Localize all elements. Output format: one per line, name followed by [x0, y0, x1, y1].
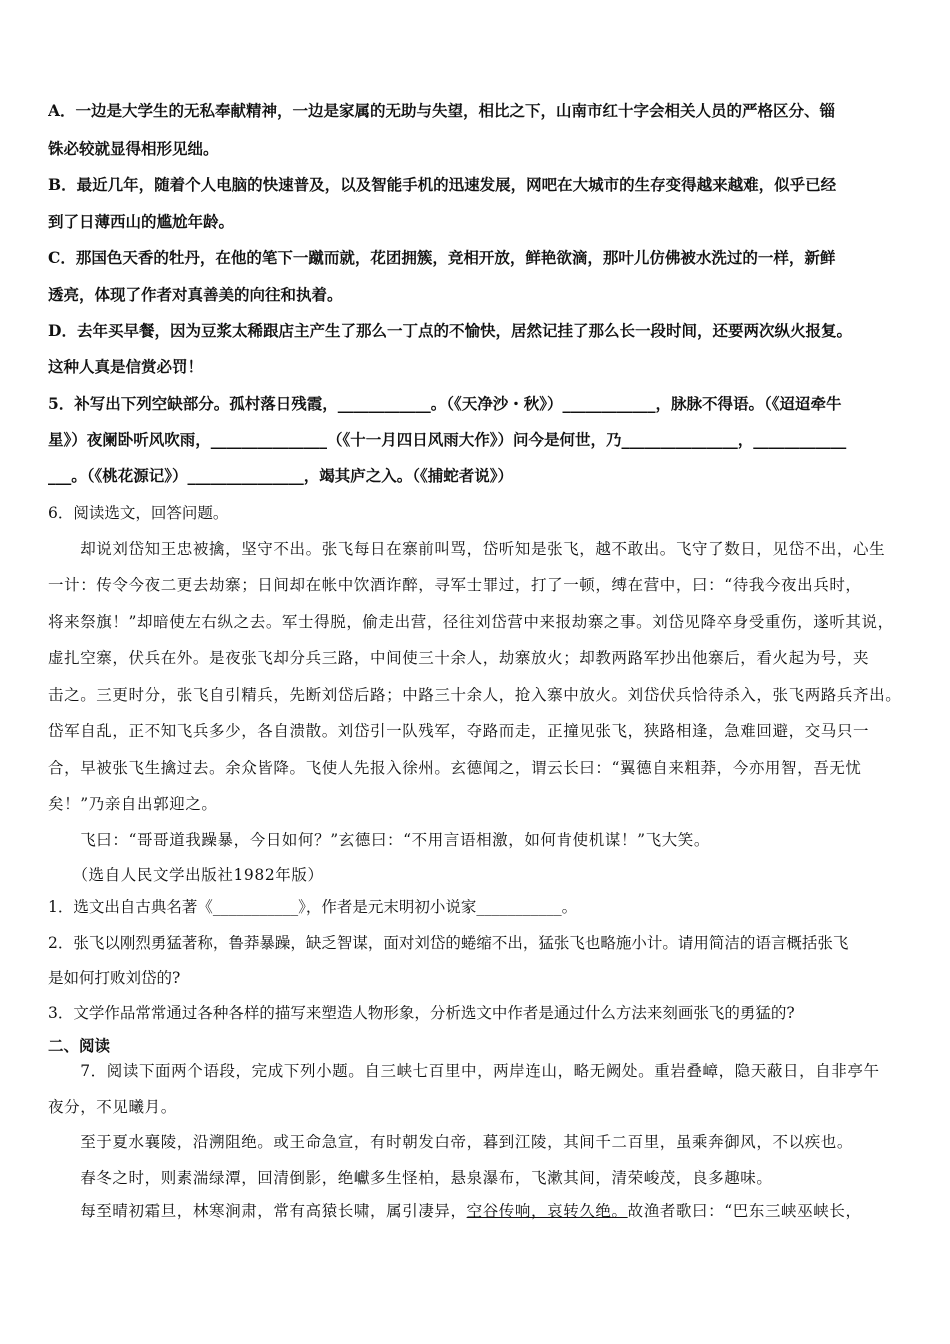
passage-line: 岱军自乱，正不知飞兵多少，各自溃散。刘岱引一队残军，夺路而走，正撞见张飞，狭路相逢，急难回避，交马只一 — [48, 722, 870, 740]
passage-line: 飞曰：“哥哥道我躁暴，今日如何？”玄德曰：“不用言语相激，如何肯使机谋！”飞大笑。 — [48, 831, 710, 849]
passage-line: 将来祭旗！”却暗使左右纵之去。军士得脱，偷走出营，径往刘岱营中来报劫寨之事。刘岱见降卒身受重伤，遂听其说， — [48, 613, 894, 631]
q7-line: 至于夏水襄陵，沿溯阻绝。或王命急宣，有时朝发白帝，暮到江陵，其间千二百里，虽乘奔御风，不以疾也。 — [48, 1133, 854, 1151]
q5-line1: 5．补写出下列空缺部分。孤村落日残霞，____________。（《天净沙・秋》）____________，脉脉不得语。（《迢迢牵牛 — [48, 394, 842, 413]
section-heading: 二、阅读 — [48, 1036, 111, 1055]
q7-line: 夜分，不见曦月。 — [48, 1098, 177, 1116]
q4-option-b-line2: 到了日薄西山的尴尬年龄。 — [48, 212, 235, 231]
q5-line3: ___。（《桃花源记》）_______________，竭其庐之入。（《捕蛇者说》） — [48, 466, 514, 485]
q4-option-c-line2: 透亮，体现了作者对真善美的向往和执着。 — [48, 285, 343, 304]
passage-line: 虚扎空寨，伏兵在外。是夜张飞却分兵三路，中间使三十余人，劫寨放火；却教两路军抄出他寨后，看火起为号，夹 — [48, 649, 870, 667]
q5-line2: 星》）夜阑卧听风吹雨，_______________（《十一月四日风雨大作》）问今是何世，乃_______________，____________ — [48, 430, 847, 449]
q4-option-d-line2: 这种人真是信赏必罚！ — [48, 357, 204, 376]
q4-option-a-line1: A．一边是大学生的无私奉献精神，一边是家属的无助与失望，相比之下，山南市红十字会相关人员的严格区分、锱 — [48, 101, 836, 120]
passage-line: 矣！”乃亲自出郭迎之。 — [48, 795, 218, 813]
q7-line: 春冬之时，则素湍绿潭，回清倒影，绝巘多生怪柏，悬泉瀑布，飞漱其间，清荣峻茂，良多趣味。 — [48, 1169, 773, 1187]
q6-item-2-line2: 是如何打败刘岱的? — [48, 969, 181, 987]
passage-line: 一计：传令今夜二更去劫寨；日间却在帐中饮酒诈醉，寻军士罪过，打了一顿，缚在营中，曰：“待我今夜出兵时， — [48, 576, 862, 594]
q6-item-2-line1: 2．张飞以刚烈勇猛著称，鲁莽暴躁，缺乏智谋，面对刘岱的蜷缩不出，猛张飞也略施小计。请用简洁的语言概括张飞 — [48, 934, 849, 952]
passage-line: 却说刘岱知王忠被擒，坚守不出。张飞每日在寨前叫骂，岱听知是张飞，越不敢出。飞守了数日，见岱不出，心生 — [48, 540, 886, 558]
q7-line-last — [48, 1200, 910, 1222]
q7-text: 故渔者歌曰：“巴东三峡巫峡长， — [627, 1202, 862, 1220]
q4-option-d-line1: D．去年买早餐，因为豆浆太稀跟店主产生了那么一丁点的不愉快，居然记挂了那么长一段时间，还要两次纵火报复。 — [48, 321, 852, 340]
q7-line: 7．阅读下面两个语段，完成下列小题。自三峡七百里中，两岸连山，略无阙处。重岩叠嶂，隐天蔽日，自非亭午 — [48, 1062, 880, 1080]
passage-line: 合，早被张飞生擒过去。余众皆降。飞使人先报入徐州。玄德闻之，谓云长曰：“翼德自来粗莽，今亦用智，吾无忧 — [48, 759, 862, 777]
q4-option-a-line2: 铢必较就显得相形见绌。 — [48, 139, 219, 158]
q6-title: 6．阅读选文，回答问题。 — [48, 504, 229, 522]
q7-text: 每至晴初霜旦，林寒涧肃，常有高猿长啸，属引凄异， — [48, 1202, 467, 1220]
q4-option-c-line1: C．那国色天香的牡丹，在他的笔下一蹴而就，花团拥簇，竞相开放，鲜艳欲滴，那叶儿仿佛被水洗过的一样，新鲜 — [48, 248, 836, 267]
q6-item-3: 3．文学作品常常通过各种各样的描写来塑造人物形象，分析选文中作者是通过什么方法来刻画张飞的勇猛的? — [48, 1004, 795, 1022]
q4-option-b-line1: B．最近几年，随着个人电脑的快速普及，以及智能手机的迅速发展，网吧在大城市的生存变得越来越难，似乎已经 — [48, 175, 837, 194]
underlined-phrase: 空谷传响，哀转久绝。 — [466, 1202, 628, 1220]
q6-item-1: 1．选文出自古典名著《___________》，作者是元末明初小说家___________。 — [48, 898, 578, 916]
passage-line: 击之。三更时分，张飞自引精兵，先断刘岱后路；中路三十余人，抢入寨中放火。刘岱伏兵恰待杀入，张飞两路兵齐出。 — [48, 686, 902, 704]
passage-source: （选自人民文学出版社1982年版） — [48, 866, 324, 884]
